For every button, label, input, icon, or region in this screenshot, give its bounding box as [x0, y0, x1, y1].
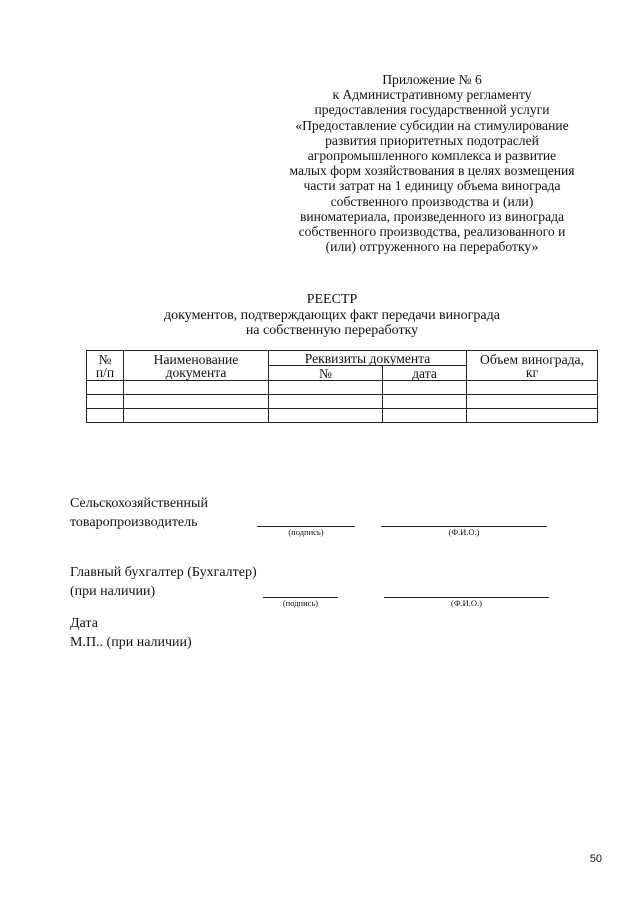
col-number-header — [87, 351, 124, 381]
appendix-line: к Административному регламенту — [332, 87, 532, 103]
appendix-line: малых форм хозяйствования в целях возмещения — [289, 163, 575, 179]
producer-label-line: товаропроизводитель — [70, 515, 198, 530]
appendix-header — [268, 72, 596, 254]
page-number: 50 — [589, 853, 602, 865]
registry-table — [86, 350, 598, 423]
table-cell — [467, 409, 598, 423]
table-header-row — [87, 351, 598, 366]
table-cell — [269, 381, 383, 395]
col-req-date-header: дата — [383, 366, 467, 381]
appendix-line: предоставления государственной услуги — [314, 102, 550, 118]
producer-label-line: Сельскохозяйственный — [70, 496, 208, 511]
table-cell — [87, 381, 124, 395]
col-req-number-header: № — [269, 366, 383, 381]
registry-subtitle: на собственную переработку — [245, 323, 419, 338]
registry-title-block — [130, 292, 534, 339]
appendix-line: (или) отгруженного на переработку» — [325, 239, 539, 255]
appendix-line: агропромышленного комплекса и развитие — [307, 148, 557, 164]
header-text: Наименование — [153, 351, 239, 367]
header-text: документа — [165, 364, 227, 380]
col-document-name-header — [124, 351, 269, 381]
signature-caption: (подпись) — [282, 598, 319, 608]
date-stamp-block — [70, 614, 192, 652]
table-cell — [269, 395, 383, 409]
appendix-line: части затрат на 1 единицу объема винограда — [303, 178, 561, 194]
producer-signature-label — [70, 494, 208, 532]
registry-subtitle: документов, подтверждающих факт передачи винограда — [164, 307, 500, 323]
accountant-label-line: Главный бухгалтер (Бухгалтер) — [70, 565, 257, 580]
appendix-line: «Предоставление субсидии на стимулирование — [295, 117, 569, 133]
table-cell — [383, 395, 467, 409]
header-text: кг — [525, 364, 539, 380]
col-requisites-header: Реквизиты документа — [269, 351, 467, 366]
table-row — [87, 381, 598, 395]
appendix-line: Приложение № 6 — [382, 72, 482, 87]
header-text: п/п — [95, 364, 115, 380]
name-caption: (Ф.И.О.) — [450, 598, 483, 608]
table-cell — [124, 409, 269, 423]
appendix-line: собственного производства, реализованного и — [298, 224, 566, 240]
col-volume-header — [467, 351, 598, 381]
header-text: № — [98, 351, 112, 367]
registry-title: РЕЕСТР — [306, 292, 358, 307]
table-cell — [467, 381, 598, 395]
name-caption: (Ф.И.О.) — [448, 527, 480, 537]
table-cell — [467, 395, 598, 409]
signature-caption: (подпись) — [288, 527, 324, 537]
table-cell — [124, 395, 269, 409]
appendix-line: развития приоритетных подотраслей — [325, 132, 539, 148]
table-cell — [269, 409, 383, 423]
accountant-label-line: (при наличии) — [70, 584, 156, 599]
header-text: Объем винограда, — [480, 351, 584, 367]
stamp-label: М.П.. (при наличии) — [70, 635, 192, 650]
appendix-line: собственного производства и (или) — [330, 193, 534, 209]
accountant-signature-label — [70, 563, 257, 601]
table-cell — [124, 381, 269, 395]
date-label: Дата — [70, 616, 98, 631]
appendix-line: виноматериала, произведенного из винограда — [299, 208, 565, 224]
table-cell — [383, 381, 467, 395]
table-cell — [87, 395, 124, 409]
table-row — [87, 409, 598, 423]
table-cell — [87, 409, 124, 423]
table-row — [87, 395, 598, 409]
table-cell — [383, 409, 467, 423]
